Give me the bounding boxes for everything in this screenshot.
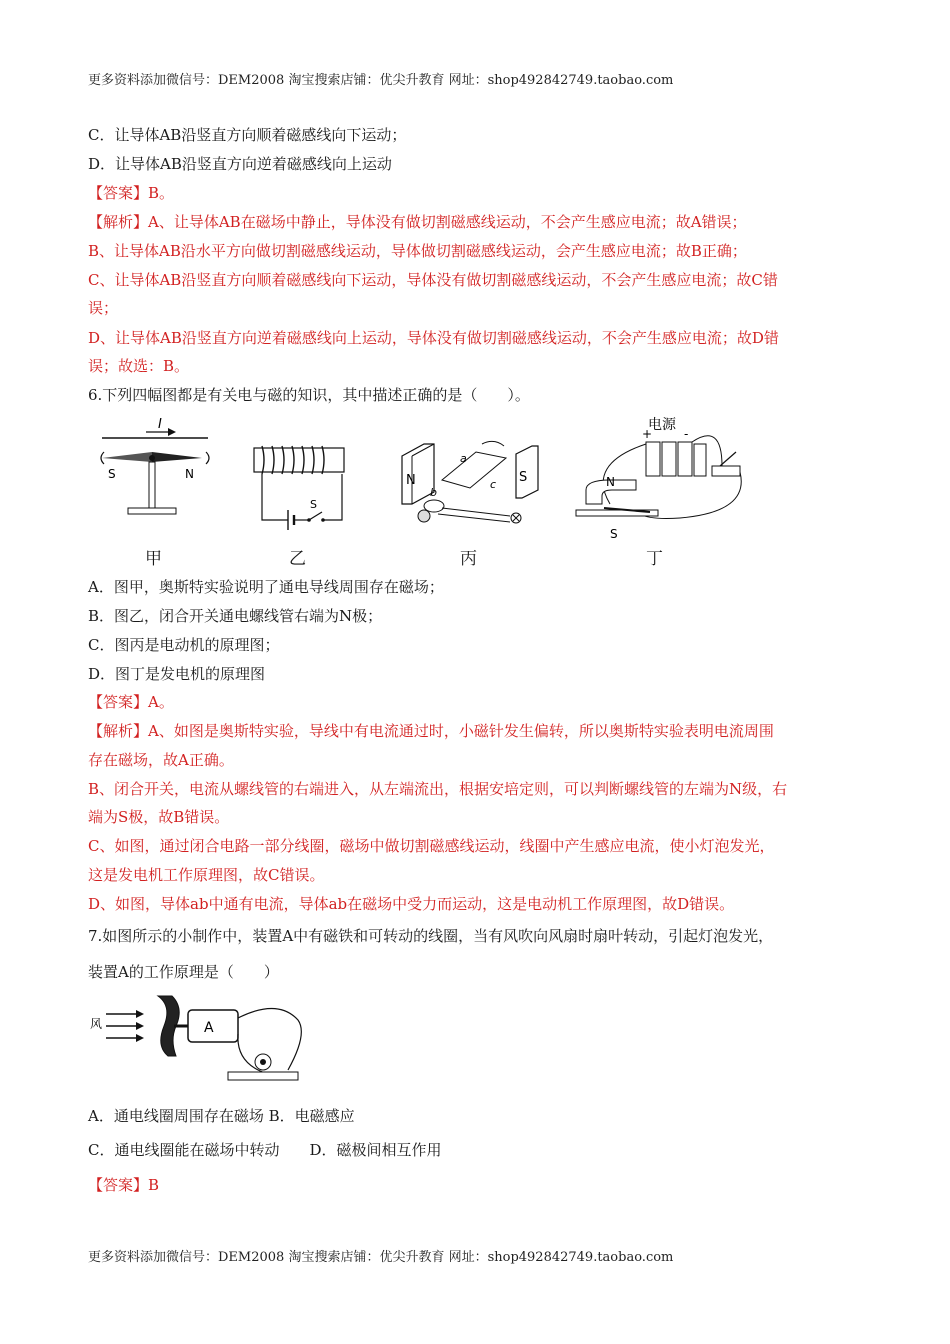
q5-analysis-2: B、让导体AB沿水平方向做切割磁感线运动，导体做切割磁感线运动，会产生感应电流；故B正确； (88, 242, 747, 260)
device-label: A (204, 1020, 214, 1036)
q5-analysis-4b: 误；故选：B。 (88, 357, 190, 375)
q5-analysis-3a: C、让导体AB沿竖直方向顺着磁感线向下运动，导体没有做切割磁感线运动，不会产生感应电流；故C错 (88, 271, 778, 289)
label-b: b (430, 486, 437, 499)
q6-analysis-1b: 存在磁场，故A正确。 (88, 751, 234, 769)
minus-label: - (684, 427, 689, 441)
analysis-tag: 【解析】 (88, 722, 149, 740)
label-a: a (460, 452, 467, 465)
q5-analysis-1 (88, 212, 747, 232)
q5-answer: 【答案】B。 (88, 184, 175, 202)
power-label: 电源 (648, 417, 676, 433)
figure-jia-caption: 甲 (145, 549, 162, 569)
figure-q7 (88, 992, 303, 1092)
figure-yi-caption: 乙 (289, 549, 306, 569)
q6-stem: 6.下列四幅图都是有关电与磁的知识，其中描述正确的是（ ）。 (88, 386, 530, 404)
label-c: c (490, 478, 497, 491)
analysis-text: A、如图是奥斯特实验，导线中有电流通过时，小磁针发生偏转，所以奥斯特实验表明电流周围 (148, 722, 774, 740)
current-label: I (158, 417, 162, 432)
q6-analysis-3b: 这是发电机工作原理图，故C错误。 (88, 866, 325, 884)
q6-option-d: D．图丁是发电机的原理图 (88, 665, 266, 683)
pole-s-label: S (519, 470, 528, 485)
q6-analysis-2b: 端为S极，故B错误。 (88, 808, 230, 826)
q5-analysis-3b: 误； (88, 299, 119, 317)
q6-analysis-1a (88, 721, 774, 741)
page-footer: 更多资料添加微信号：DEM2008 淘宝搜索店铺：优尖升教育 网址：shop492842749.taobao.com (88, 1250, 674, 1265)
page-header: 更多资料添加微信号：DEM2008 淘宝搜索店铺：优尖升教育 网址：shop492842749.taobao.com (88, 73, 674, 88)
q7-stem-b: 装置A的工作原理是（ ） (88, 963, 279, 981)
figure-bing (398, 436, 558, 536)
pole-n-label: N (406, 473, 416, 488)
pole-s-label: S (108, 467, 116, 481)
analysis-text: A、让导体AB在磁场中静止，导体没有做切割磁感线运动，不会产生感应电流；故A错误； (148, 213, 747, 231)
figure-yi (248, 440, 353, 530)
figure-ding-caption: 丁 (646, 549, 663, 569)
q6-answer: 【答案】A。 (88, 693, 174, 711)
q6-option-b: B．图乙，闭合开关通电螺线管右端为N极； (88, 607, 383, 625)
analysis-tag: 【解析】 (88, 213, 149, 231)
q6-analysis-3a: C、如图，通过闭合电路一部分线圈，磁场中做切割磁感线运动，线圈中产生感应电流，使小灯泡发光， (88, 837, 775, 855)
figure-ding (570, 414, 750, 542)
q7-stem-a: 7.如图所示的小制作中，装置A中有磁铁和可转动的线圈，当有风吹向风扇时扇叶转动，引起灯泡发光， (88, 927, 774, 945)
wind-label: 风 (90, 1017, 103, 1031)
plus-label: + (642, 427, 653, 441)
q6-analysis-2a: B、闭合开关，电流从螺线管的右端进入，从左端流出，根据安培定则，可以判断螺线管的左端为N级，右 (88, 780, 788, 798)
q5-analysis-4a: D、让导体AB沿竖直方向逆着磁感线向上运动，导体没有做切割磁感线运动，不会产生感应电流；故D错 (88, 329, 779, 347)
figure-bing-caption: 丙 (460, 549, 477, 569)
q7-answer: 【答案】B (88, 1176, 160, 1194)
figure-jia (88, 412, 223, 527)
pole-n-label: N (606, 475, 615, 489)
q7-option-cd: C．通电线圈能在磁场中转动 D．磁极间相互作用 (88, 1141, 442, 1159)
q6-option-a: A．图甲，奥斯特实验说明了通电导线周围存在磁场； (88, 578, 444, 596)
switch-label: S (310, 498, 317, 511)
q5-option-c: C．让导体AB沿竖直方向顺着磁感线向下运动； (88, 126, 407, 144)
pole-s-label: S (610, 527, 618, 541)
q6-analysis-4: D、如图，导体ab中通有电流，导体ab在磁场中受力而运动，这是电动机工作原理图，故D错误。 (88, 895, 735, 913)
q5-option-d: D．让导体AB沿竖直方向逆着磁感线向上运动 (88, 155, 392, 173)
q7-option-ab: A．通电线圈周围存在磁场 B．电磁感应 (88, 1107, 355, 1125)
q6-option-c: C．图丙是电动机的原理图； (88, 636, 280, 654)
pole-n-label: N (185, 467, 194, 481)
